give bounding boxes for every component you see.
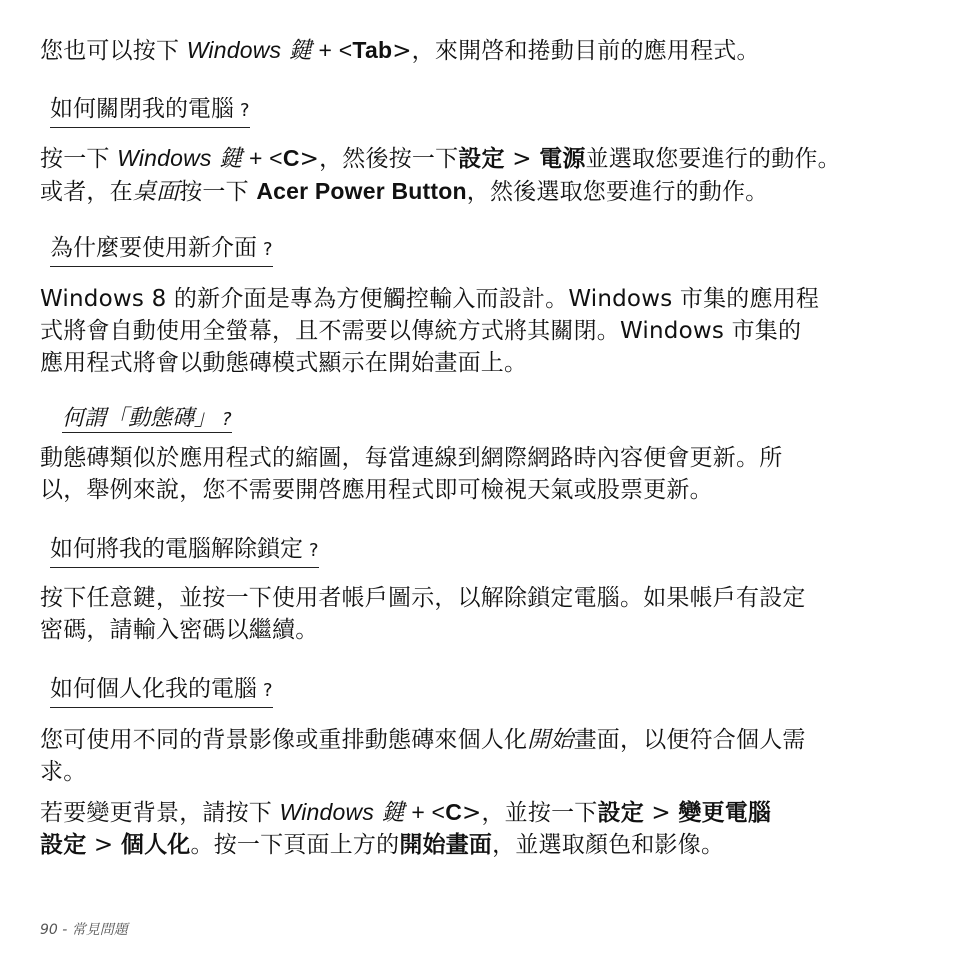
paragraph-unlock: 按下任意鍵，並按一下使用者帳戶圖示，以解除鎖定電腦。如果帳戶有設定 密碼，請輸入密碼以繼續。 — [40, 585, 806, 643]
heading-shutdown: 如何關閉我的電腦 ? — [50, 94, 250, 128]
page-footer: 90 - 常見問題 — [40, 922, 128, 938]
paragraph-shutdown: 按一下 Windows 鍵 + <C>，然後按一下設定 > 電源並選取您要進行的動作。 或者，在桌面按一下 Acer Power Button，然後選取您要進行的動作。 — [40, 145, 841, 205]
paragraph-tab-tip: 您也可以按下 Windows 鍵 + <Tab>，來開啓和捲動目前的應用程式。 — [40, 37, 760, 64]
paragraph-personalize: 您可使用不同的背景影像或重排動態磚來個人化開始畫面，以便符合個人需 求。 — [40, 727, 806, 785]
heading-new-interface: 為什麼要使用新介面 ? — [50, 233, 273, 267]
heading-unlock: 如何將我的電腦解除鎖定 ? — [50, 534, 319, 568]
subheading-live-tile: 何謂「動態磚」 ? — [62, 406, 232, 431]
paragraph-live-tile: 動態磚類似於應用程式的縮圖，每當連線到網際網路時內容便會更新。所 以，舉例來說，您不需要開啓應用程式即可檢視天氣或股票更新。 — [40, 445, 783, 503]
heading-personalize: 如何個人化我的電腦 ? — [50, 674, 273, 708]
paragraph-change-background: 若要變更背景，請按下 Windows 鍵 + <C>，並按一下設定 > 變更電腦 設定 > 個人化。按一下頁面上方的開始畫面，並選取顏色和影像。 — [40, 799, 772, 858]
paragraph-new-interface: Windows 8 的新介面是專為方便觸控輸入而設計。Windows 市集的應用程 式將會自動使用全螢幕，且不需要以傳統方式將其關閉。Windows 市集的 應用程式將會以動態磚模式顯示在開始畫面上。 — [40, 286, 820, 376]
